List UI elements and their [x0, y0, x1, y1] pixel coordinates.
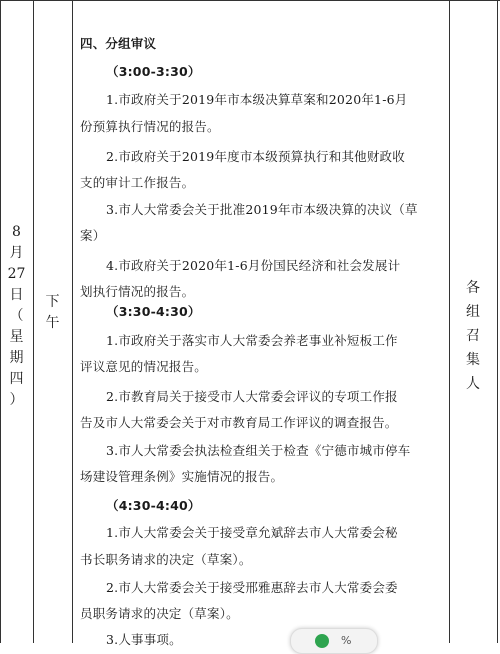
agenda-line: 支的审计工作报告。: [80, 175, 195, 190]
time-slot-heading: （3:00-3:30）: [106, 64, 201, 79]
organizer-char: 组: [466, 304, 480, 320]
agenda-line: 3.人事事项。: [106, 632, 182, 647]
period-char: 下: [45, 294, 60, 310]
agenda-line: 案）: [80, 228, 106, 243]
agenda-line: 3.市人大常委会执法检查组关于检查《宁德市城市停车: [106, 443, 411, 458]
section-title: 四、分组审议: [80, 36, 157, 51]
floating-widget[interactable]: [290, 628, 378, 654]
agenda-line: 1.市人大常委会关于接受章允斌辞去市人大常委会秘: [106, 525, 398, 540]
table-border-right: [497, 0, 498, 643]
widget-label: %: [341, 634, 352, 647]
period-char: 午: [45, 315, 60, 331]
time-slot-heading: （4:30-4:40）: [106, 498, 201, 513]
date-char: 27: [7, 266, 26, 282]
organizer-char: 召: [466, 328, 480, 344]
agenda-line: 2.市政府关于2019年度市本级预算执行和其他财政收: [106, 149, 405, 164]
agenda-line: 2.市人大常委会关于接受邢雅惠辞去市人大常委会委: [106, 580, 398, 595]
date-char: 四: [9, 371, 24, 387]
agenda-line: 份预算执行情况的报告。: [80, 119, 220, 134]
time-slot-heading: （3:30-4:30）: [106, 304, 201, 319]
date-char: 日: [9, 287, 24, 303]
agenda-line: 书长职务请求的决定（草案）。: [80, 552, 252, 567]
agenda-line: 告及市人大常委会关于对市教育局工作评议的调查报告。: [80, 415, 398, 430]
agenda-line: 2.市教育局关于接受市人大常委会评议的专项工作报: [106, 389, 398, 404]
date-char: ）: [9, 392, 24, 408]
organizer-char: 集: [466, 352, 480, 368]
date-char: 期: [9, 350, 24, 366]
agenda-line: 评议意见的情况报告。: [80, 359, 208, 374]
table-divider-period: [72, 0, 73, 643]
agenda-line: 4.市政府关于2020年1-6月份国民经济和社会发展计: [106, 258, 401, 273]
table-border-top: [0, 0, 500, 1]
agenda-line: 场建设管理条例》实施情况的报告。: [80, 469, 284, 484]
agenda-line: 1.市政府关于2019年市本级决算草案和2020年1-6月: [106, 92, 408, 107]
status-dot-icon: [315, 634, 329, 648]
date-char: 月: [9, 245, 24, 261]
agenda-line: 1.市政府关于落实市人大常委会养老事业补短板工作: [106, 333, 398, 348]
date-char: （: [9, 308, 24, 324]
date-cell: [0, 222, 33, 411]
date-char: 8: [12, 224, 21, 240]
agenda-line: 划执行情况的报告。: [80, 284, 195, 299]
organizer-char: 人: [466, 376, 480, 392]
date-char: 星: [9, 329, 24, 345]
agenda-line: 员职务请求的决定（草案）。: [80, 606, 239, 621]
period-cell: [33, 292, 72, 334]
agenda-line: 3.市人大常委会关于批准2019年市本级决算的决议（草: [106, 202, 418, 217]
organizer-char: 各: [466, 280, 480, 296]
